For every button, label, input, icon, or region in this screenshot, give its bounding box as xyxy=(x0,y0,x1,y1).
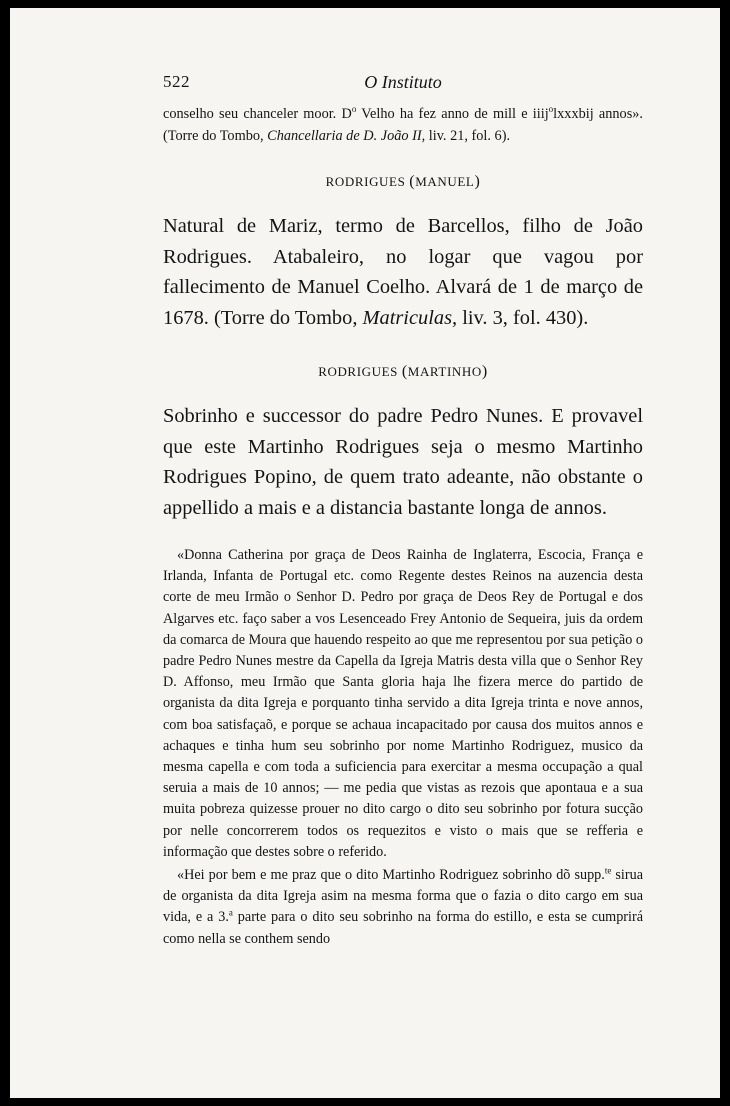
quote-paragraph: «Donna Catherina por graça de Deos Rainha de Inglaterra, Escocia, França e Irlanda, Infanta de Portugal etc. como Regente destes Reinos na auzencia desta corte de meu Irmão o Senhor D. Pedro por graça de Deos Rey de Portugal e dos Algarves etc. faço saber a vos Lesenceado Frey Antonio de Sequeira, juis da ordem da comarca de Moura que hauendo respeito ao que me representou por sua petição o padre Pedro Nunes mestre da Capella da Igreja Matris desta villa que o Senhor Rey D. Affonso, meu Irmão que Santa gloria haja lhe fizera merce do partido de organista da dita Igreja e porquanto tinha servido a dita Igreja trinta e nove annos, com boa satisfaçaõ, e porque se achaua incapacitado por causa dos muitos annos e achaques e tinha hum seu sobrinho por nome Martinho Rodriguez, musico da mesma capella e com toda a suficiencia para exercitar a mesma occupação a qual seruia a mais de 10 annos; — me pedia que vistas as rezois que apontaua e a sua muita pobreza quizesse prouer no dito cargo o dito seu sobrinho por fotura sucção por nelle concorrerem todos os requezitos e visto o mais que se refferia e informação que destes sobre o referido. xyxy=(163,547,643,860)
book-page xyxy=(10,8,720,1098)
page-header xyxy=(163,72,643,96)
heading-surname: RODRIGUES xyxy=(325,174,406,189)
entry-heading-martinho: RODRIGUES (MARTINHO) xyxy=(318,363,488,380)
intro-text: liv. 21, fol. 6). xyxy=(425,127,511,144)
intro-paragraph xyxy=(163,104,643,147)
quote-text: «Hei por bem e me praz que o dito Martinho Rodriguez sobrinho dõ supp. xyxy=(177,867,605,884)
quote-superscript: te xyxy=(604,865,612,876)
running-title: O Instituto xyxy=(364,72,442,92)
intro-text: Velho ha fez anno de mill e iiij xyxy=(356,106,549,122)
entry-heading-manuel: RODRIGUES (MANUEL) xyxy=(325,173,481,190)
intro-source-title: Chancellaria de D. João II, xyxy=(267,127,426,144)
page-number: 522 xyxy=(163,72,190,91)
intro-text: lxxxbij annos». (Torre do Tombo, xyxy=(163,106,643,144)
entry-source-title: Matriculas, xyxy=(362,306,458,329)
quote-text: sirua de organista da dita Igreja asim na mesma forma que o fazia o dito cargo em sua vida, e a 3. xyxy=(163,867,643,926)
entry-paragraph-manuel xyxy=(163,211,643,333)
entry-text: liv. 3, fol. 430). xyxy=(457,306,589,329)
intro-text: conselho seu chanceler moor. D xyxy=(163,106,352,122)
heading-given-name: MARTINHO xyxy=(407,364,482,379)
quote-superscript: a xyxy=(228,907,233,918)
intro-superscript: o xyxy=(351,104,357,115)
page-content xyxy=(163,104,643,950)
entry-paragraph-martinho: Sobrinho e successor do padre Pedro Nunes. E provavel que este Martinho Rodrigues seja o mesmo Martinho Rodrigues Popino, de quem trato adeante, não obstante o appellido a mais e a distancia bastante longa de annos. xyxy=(163,405,643,519)
quote-text: parte para o dito seu sobrinho na forma do estillo, e esta se cumprirá como nella se conthem sendo xyxy=(163,909,643,947)
quote-paragraph xyxy=(163,865,643,950)
intro-superscript: o xyxy=(548,104,554,115)
entry-text: Natural de Mariz, termo de Barcellos, filho de João Rodrigues. Atabaleiro, no logar que vagou por fallecimento de Manuel Coelho. Alvará de 1 de março de 1678. (Torre do Tombo, xyxy=(163,215,643,329)
heading-given-name: MANUEL xyxy=(415,174,475,189)
heading-surname: RODRIGUES xyxy=(318,364,398,379)
